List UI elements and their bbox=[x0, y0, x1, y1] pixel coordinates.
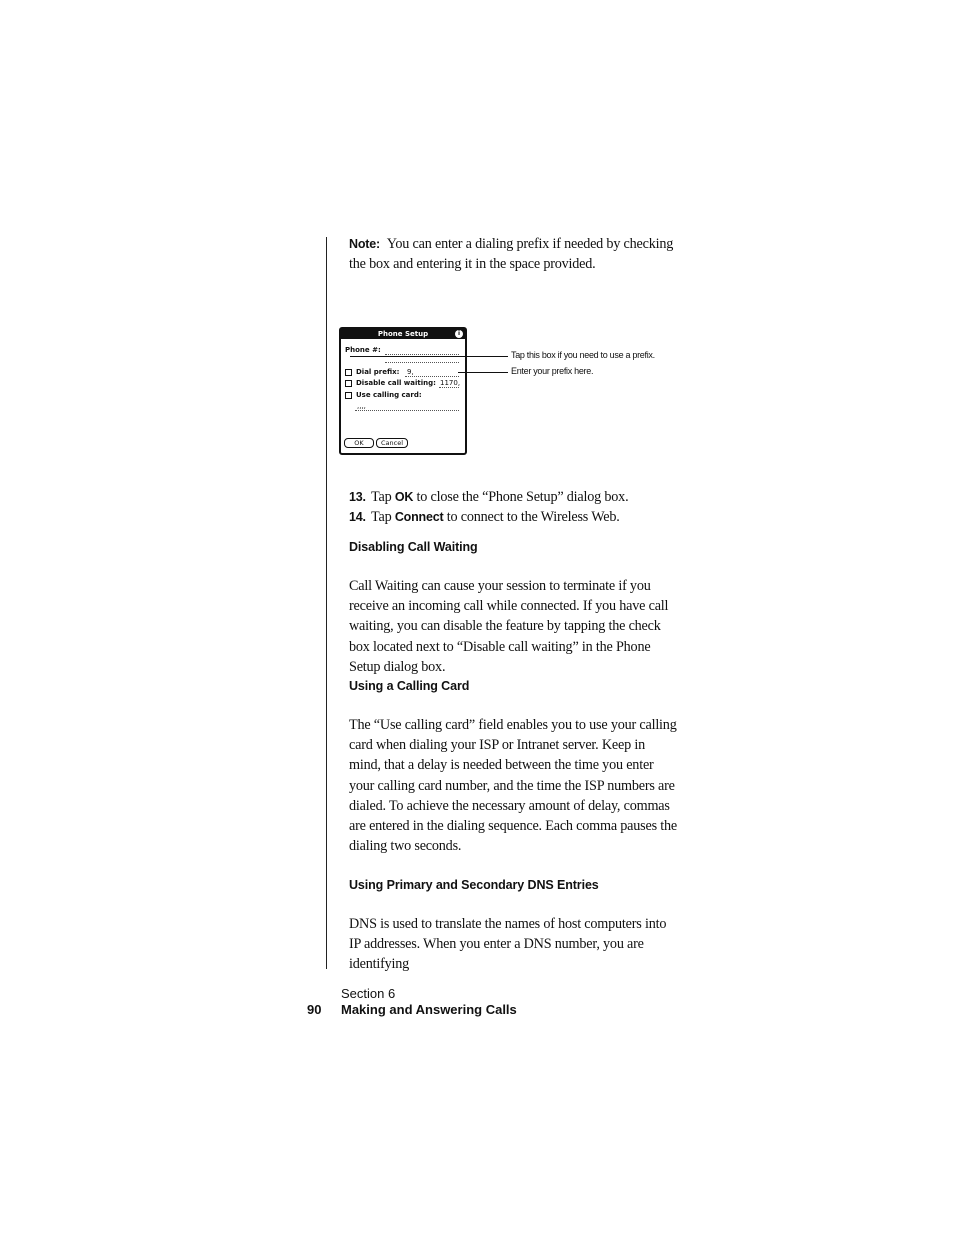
step-pre: Tap bbox=[371, 489, 392, 505]
phone-number-field-line-2 bbox=[385, 362, 459, 363]
section-body: DNS is used to translate the names of host computers into IP addresses. When you enter a DNS number, you are identifying bbox=[349, 916, 667, 973]
calling-card-checkbox bbox=[345, 392, 352, 399]
footer-section: Section 6 bbox=[341, 986, 396, 1001]
section-body: Call Waiting can cause your session to terminate if you receive an incoming call while connected. If you have call waiting, you can disable the feature by tapping the check box located next to “Disable call waiting” in the Phone Setup dialog box. bbox=[349, 578, 669, 675]
disable-call-waiting-field bbox=[439, 387, 459, 388]
disable-call-waiting-label: Disable call waiting: bbox=[356, 379, 436, 387]
dial-prefix-checkbox bbox=[345, 369, 352, 376]
step-item bbox=[349, 487, 679, 507]
note-text: You can enter a dialing prefix if needed by checking the box and entering it in the space provided. bbox=[349, 236, 674, 273]
note-label: Note: bbox=[349, 237, 380, 251]
cancel-button: Cancel bbox=[376, 438, 408, 448]
phone-number-field bbox=[385, 354, 459, 355]
calling-card-value: ,,,, bbox=[357, 402, 366, 410]
step-number: 13. bbox=[349, 490, 366, 504]
disable-call-waiting-row bbox=[345, 379, 436, 387]
step-keyword: Connect bbox=[394, 510, 444, 525]
note-paragraph bbox=[349, 234, 679, 274]
dial-prefix-field bbox=[405, 376, 459, 377]
footer-title: Making and Answering Calls bbox=[341, 1002, 517, 1017]
phone-number-label: Phone #: bbox=[345, 346, 381, 354]
calling-card-field bbox=[355, 410, 459, 411]
step-pre: Tap bbox=[371, 509, 392, 526]
section-body: The “Use calling card” field enables you to use your calling card when dialing your ISP or Intranet server. Keep in mind, that a delay is needed between the time you enter your calling card number, and the time the ISP numbers are dialed. To achieve the necessary amount of delay, commas are entered in the dialing sequence. Each comma pauses the dialing two seconds. bbox=[349, 717, 677, 855]
margin-rule bbox=[326, 237, 327, 969]
section-heading: Disabling Call Waiting bbox=[349, 540, 478, 554]
steps-list bbox=[349, 487, 679, 527]
dial-prefix-value: 9, bbox=[407, 368, 414, 376]
step-item bbox=[349, 507, 679, 527]
step-keyword: OK bbox=[394, 490, 414, 504]
step-post: to close the “Phone Setup” dialog box. bbox=[416, 489, 629, 505]
disable-call-waiting-value: 1170, bbox=[440, 379, 461, 387]
info-icon: i bbox=[455, 330, 463, 338]
dial-prefix-row bbox=[345, 368, 399, 376]
callout-line-entry bbox=[458, 372, 508, 373]
callout-entry-text: Enter your prefix here. bbox=[511, 366, 594, 376]
section-heading: Using a Calling Card bbox=[349, 679, 470, 693]
page-number: 90 bbox=[307, 1002, 322, 1017]
ok-button: OK bbox=[344, 438, 374, 448]
callout-line-prefix bbox=[350, 356, 508, 357]
dialog-title: Phone Setup bbox=[341, 329, 465, 339]
dial-prefix-label: Dial prefix: bbox=[356, 368, 400, 376]
calling-card-row bbox=[345, 391, 422, 399]
section-heading: Using Primary and Secondary DNS Entries bbox=[349, 878, 599, 892]
phone-setup-dialog bbox=[339, 327, 467, 455]
step-post: to connect to the Wireless Web. bbox=[446, 509, 620, 526]
step-number: 14. bbox=[349, 510, 366, 525]
callout-prefix-text: Tap this box if you need to use a prefix. bbox=[511, 350, 655, 360]
disable-call-waiting-checkbox bbox=[345, 380, 352, 387]
calling-card-label: Use calling card: bbox=[356, 391, 422, 399]
